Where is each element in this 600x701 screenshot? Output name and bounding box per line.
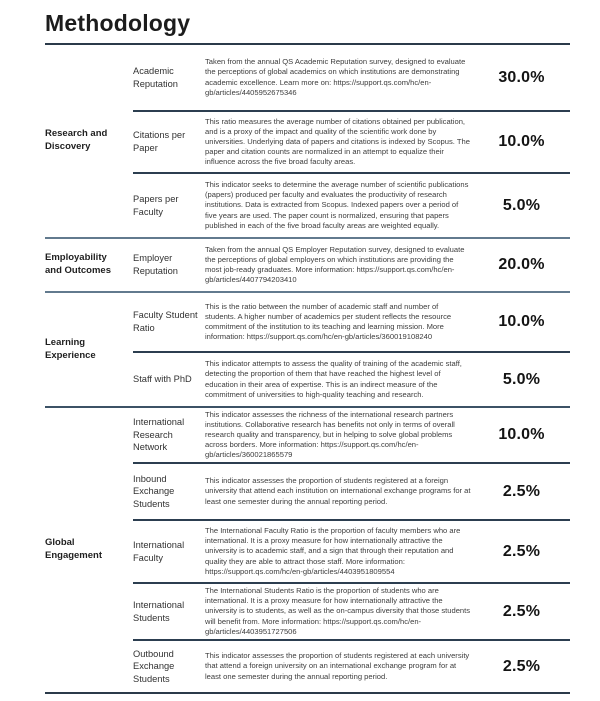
indicator-cell: Citations per Paper [133, 111, 205, 173]
table-row [45, 44, 570, 111]
indicator-cell: Staff with PhD [133, 352, 205, 407]
indicator-cell: Inbound Exchange Students [133, 463, 205, 520]
description-cell: Taken from the annual QS Academic Reputation survey, designed to evaluate the perceptions of global academics on which institutions are demonstrating academic excellence. Learn more on: https://support.qs.com/hc/en-gb/articles/4405952675346 [205, 57, 466, 97]
table-row [45, 238, 570, 292]
weight-value: 5.0% [485, 352, 570, 407]
indicator-cell: International Faculty [133, 520, 205, 583]
indicator-cell: International Research Network [133, 407, 205, 463]
indicator-cell: Papers per Faculty [133, 173, 205, 238]
description-cell: This indicator attempts to assess the quality of training of the academic staff, detecting the proportion of them that have reached the highest level of education in their area of expertise. This is an indirect measure of the commitment of universities to high-quality teaching and research. [205, 352, 485, 407]
indicator-cell: Outbound Exchange Students [133, 640, 205, 693]
category-cell-learning-experience: Learning Experience [45, 292, 133, 407]
indicator-cell: Faculty Student Ratio [133, 292, 205, 352]
description-cell: Taken from the annual QS Employer Reputation survey, designed to evaluate the perceptions of global employers on which institutions are providing the most job-ready graduates. More information: https://support.qs.com/hc/en-gb/articles/4407794203410 [205, 238, 485, 292]
weight-value: 10.0% [485, 292, 570, 352]
indicator-cell: International Students [133, 583, 205, 640]
description-cell: This indicator assesses the proportion of students registered at a foreign university that attend each institution on international exchange programs for at least one semester during the annual reporting period. [205, 463, 485, 520]
description-cell: The International Students Ratio is the proportion of students who are international. It is a proxy measure for how internationally attractive the university is to students, as well as the on-campus diversity that those students will benefit from. More information: https://support.qs.com/hc/en-gb/articles/4403951727506 [205, 583, 485, 640]
weight-value: 2.5% [485, 583, 570, 640]
weight-value: 5.0% [485, 173, 570, 238]
weight-value: 2.5% [485, 520, 570, 583]
category-cell-global-engagement: Global Engagement [45, 407, 133, 693]
description-cell: The International Faculty Ratio is the proportion of faculty members who are international. It is a proxy measure for how internationally attractive the university is to academic staff, and a sign that through their reputation and quality they are able to attract those staff. More information: https://support.qs.com/hc/en-gb/articles/4403951809554 [205, 520, 485, 583]
weight-value: 10.0% [485, 111, 570, 173]
weight-value: 30.0% [498, 68, 545, 86]
description-cell: This indicator assesses the richness of the international research partners institutions. Collaborative research has benefits not only in terms of overall research quality and transparency, but in helping to solve global problems across borders. More information: https://support.qs.com/hc/en-gb/articles/360021865579 [205, 407, 485, 463]
description-cell: This ratio measures the average number of citations obtained per publication, and is a proxy of the impact and quality of the scientific work done by universities. Underlying data of papers and citations is indexed by Scopus. The paper and citation counts are normalized in an attempt to equalize their influence across the five broad faculty areas. [205, 111, 485, 173]
category-cell-research-and-discovery: Research and Discovery [45, 128, 108, 152]
weight-value: 10.0% [485, 407, 570, 463]
methodology-table [45, 43, 570, 694]
page-title: Methodology [45, 10, 191, 36]
indicator-cell: Academic Reputation [133, 65, 178, 89]
table-row [45, 292, 570, 352]
weight-value: 20.0% [485, 238, 570, 292]
description-cell: This indicator seeks to determine the average number of scientific publications (papers) produced per faculty and evaluates the productivity of research institutions. Data is extracted from Scopus. Indexed papers over a period of five years are used. The paper count is normalized, ensuring that papers published in each of the five broad faculty areas are weighted equally. [205, 173, 485, 238]
indicator-cell: Employer Reputation [133, 238, 205, 292]
table-row [45, 407, 570, 463]
category-cell-employability-and-outcomes: Employability and Outcomes [45, 238, 133, 292]
description-cell: This indicator assesses the proportion of students registered at each university that attend a foreign university on an international exchange program for at least one semester during the annual reporting period. [205, 640, 485, 693]
description-cell: This is the ratio between the number of academic staff and number of students. A higher number of academics per student reflects the resource commitment of the institution to its teaching and learning mission. More information: https://support.qs.com/hc/en-gb/articles/360019108240 [205, 292, 485, 352]
weight-value: 2.5% [485, 640, 570, 693]
weight-value: 2.5% [485, 463, 570, 520]
